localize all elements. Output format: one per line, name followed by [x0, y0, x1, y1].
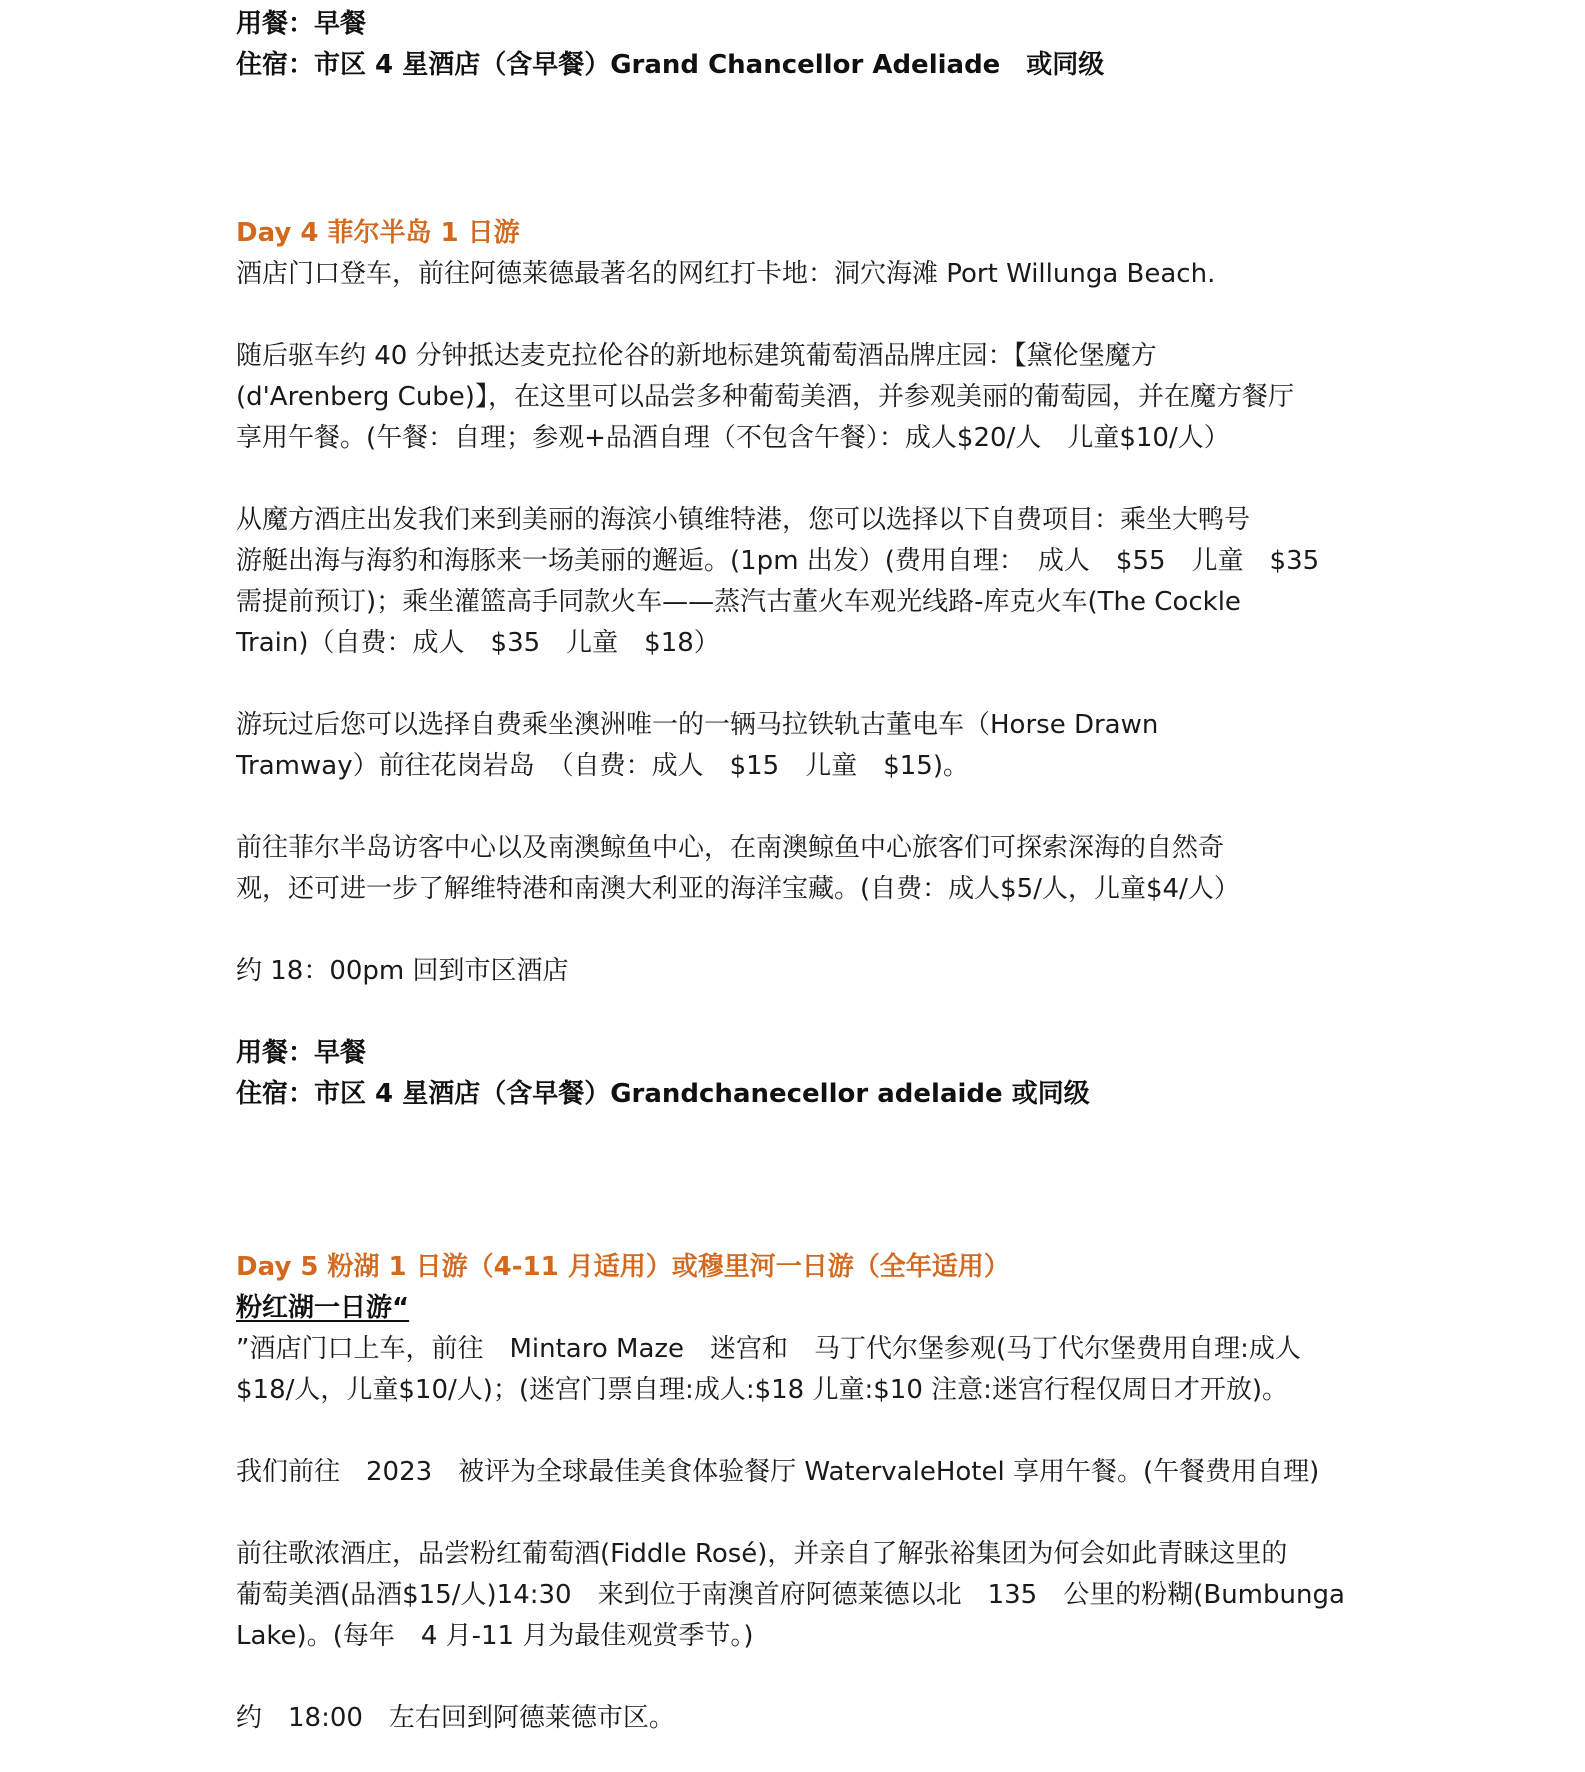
day4-lodging: 住宿：市区 4 星酒店（含早餐）Grandchanecellor adelaide 或同级 [236, 1079, 1090, 1109]
day4-p4-line: Tramway）前往花岗岩岛 （自费：成人 $15 儿童 $15)。 [236, 751, 969, 781]
day4-p4-line: 游玩过后您可以选择自费乘坐澳洲唯一的一辆马拉铁轨古董电车（Horse Drawn [236, 710, 1159, 740]
day5-section [236, 1247, 1345, 1739]
day5-p1-line: ”酒店门口上车，前往 Mintaro Maze 迷宫和 马丁代尔堡参观(马丁代尔堡费用自理:成人 [236, 1334, 1301, 1364]
day4-p2-line: 随后驱车约 40 分钟抵达麦克拉伦谷的新地标建筑葡萄酒品牌庄园：【黛伦堡魔方 [236, 341, 1157, 371]
top-lodging: 住宿：市区 4 星酒店（含早餐）Grand Chancellor Adeliade 或同级 [236, 50, 1105, 80]
day5-p3-line: 前往歌浓酒庄，品尝粉红葡萄酒(Fiddle Rosé)，并亲自了解张裕集团为何会如此青睐这里的 [236, 1539, 1288, 1569]
day4-p3-line: Train)（自费：成人 $35 儿童 $18） [236, 628, 720, 658]
day4-p3-line: 从魔方酒庄出发我们来到美丽的海滨小镇维特港，您可以选择以下自费项目：乘坐大鸭号 [236, 505, 1251, 535]
day5-subtitle: 粉红湖一日游“ [236, 1293, 410, 1323]
day4-p3-line: 需提前预订)；乘坐灌篮高手同款火车——蒸汽古董火车观光线路-库克火车(The Cockle [236, 587, 1241, 617]
day5-p2-line: 我们前往 2023 被评为全球最佳美食体验餐厅 WatervaleHotel 享用午餐。(午餐费用自理) [236, 1457, 1320, 1487]
day4-section [236, 213, 1319, 1115]
day4-p1-line: 酒店门口登车，前往阿德莱德最著名的网红打卡地：洞穴海滩 Port Willunga Beach. [236, 259, 1216, 289]
day4-p5-line: 前往菲尔半岛访客中心以及南澳鲸鱼中心，在南澳鲸鱼中心旅客们可探索深海的自然奇 [236, 833, 1225, 863]
day4-p2-line: (d'Arenberg Cube)】，在这里可以品尝多种葡萄美酒，并参观美丽的葡萄园，并在魔方餐厅 [236, 382, 1294, 412]
day4-p5-line: 观，还可进一步了解维特港和南澳大利亚的海洋宝藏。(自费：成人$5/人，儿童$4/人） [236, 874, 1240, 904]
day5-return-time: 约 18:00 左右回到阿德莱德市区。 [236, 1703, 675, 1733]
top-info-block [236, 4, 1104, 86]
day4-p3-line: 游艇出海与海豹和海豚来一场美丽的邂逅。(1pm 出发）(费用自理： 成人 $55 儿童 $35 [236, 546, 1320, 576]
day4-p2-line: 享用午餐。(午餐：自理；参观+品酒自理（不包含午餐）：成人$20/人 儿童$10/人） [236, 423, 1230, 453]
day5-p3-line: 葡萄美酒(品酒$15/人)14:30 来到位于南澳首府阿德莱德以北 135 公里的粉糊(Bumbunga [236, 1580, 1345, 1610]
day4-meals: 用餐：早餐 [236, 1038, 367, 1068]
day5-p1-line: $18/人，儿童$10/人)；(迷宫门票自理:成人:$18 儿童:$10 注意:迷宫行程仅周日才开放)。 [236, 1375, 1289, 1405]
day5-p3-line: Lake)。(每年 4 月-11 月为最佳观赏季节。) [236, 1621, 754, 1651]
day4-title: Day 4 菲尔半岛 1 日游 [236, 218, 520, 248]
day4-return-time: 约 18：00pm 回到市区酒店 [236, 956, 569, 986]
day5-title: Day 5 粉湖 1 日游（4-11 月适用）或穆里河一日游（全年适用） [236, 1252, 1010, 1282]
top-meals: 用餐：早餐 [236, 9, 367, 39]
